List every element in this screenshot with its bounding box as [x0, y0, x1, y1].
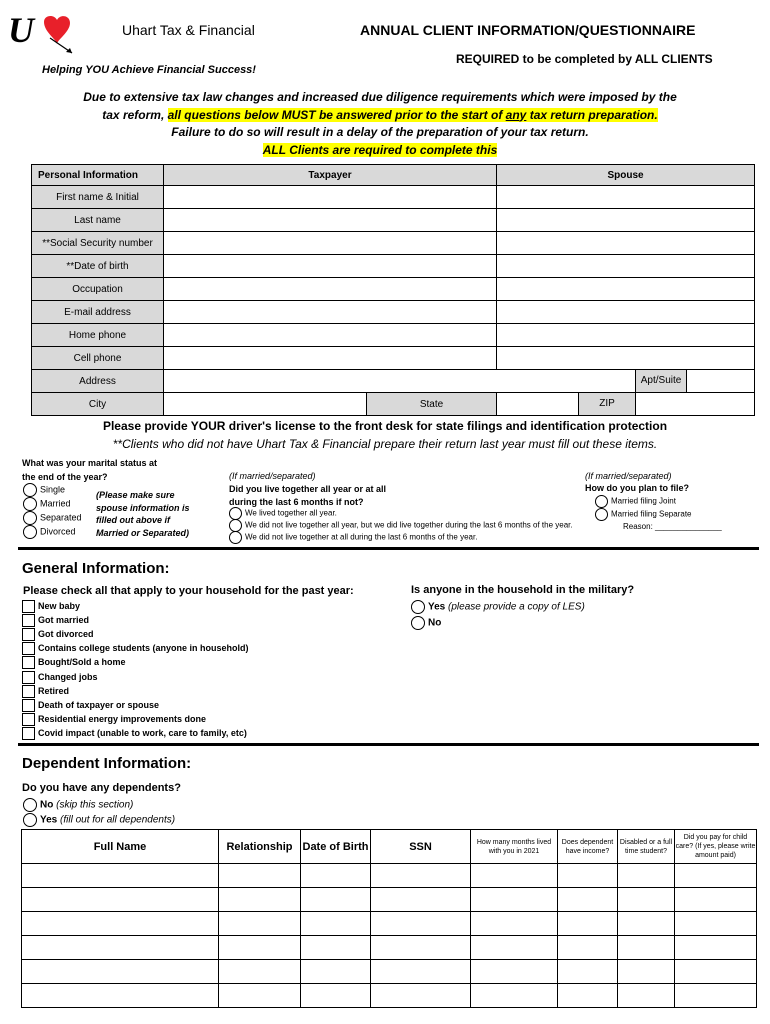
dependent-cell[interactable]: [22, 864, 219, 888]
checkbox-icon[interactable]: [22, 699, 35, 712]
radio-icon[interactable]: [23, 798, 37, 812]
together-option-last-6-months[interactable]: We did not live together all year, but we did live together during the last 6 months of the year.: [229, 519, 573, 532]
dependent-cell[interactable]: [219, 912, 301, 936]
household-checkbox-item[interactable]: [22, 600, 80, 613]
dependent-cell[interactable]: [618, 864, 675, 888]
household-question: Please check all that apply to your household for the past year:: [23, 585, 354, 597]
spouse-column-header: Spouse: [497, 165, 755, 186]
address-field[interactable]: [164, 370, 636, 393]
dependent-cell[interactable]: [22, 984, 219, 1008]
dependent-cell[interactable]: [558, 912, 618, 936]
taxpayer-first-name-field[interactable]: [164, 186, 497, 209]
heart-icon: [44, 16, 70, 44]
checkbox-icon[interactable]: [22, 614, 35, 627]
spouse-cell-phone-field[interactable]: [497, 347, 755, 370]
taxpayer-cell-phone-field[interactable]: [164, 347, 497, 370]
radio-icon[interactable]: [595, 495, 608, 508]
file-option-separate[interactable]: Married filing Separate: [595, 508, 691, 521]
household-checkbox-item[interactable]: [22, 699, 159, 712]
marital-option-single[interactable]: Single: [23, 483, 65, 497]
dependent-row: [22, 912, 757, 936]
spouse-occupation-field[interactable]: [497, 278, 755, 301]
marital-status-question: What was your marital status at the end of the year?: [22, 458, 158, 482]
zip-field[interactable]: [636, 393, 755, 416]
taxpayer-home-phone-field[interactable]: [164, 324, 497, 347]
dependent-cell[interactable]: [471, 912, 558, 936]
personal-info-title: Personal Information: [32, 165, 164, 186]
radio-icon[interactable]: [23, 497, 37, 511]
dependent-cell[interactable]: [371, 888, 471, 912]
dependent-cell[interactable]: [371, 912, 471, 936]
dependent-cell[interactable]: [301, 960, 371, 984]
row-label: **Social Security number: [32, 232, 164, 255]
section-divider: [18, 547, 759, 550]
dependent-cell[interactable]: [675, 864, 757, 888]
radio-icon[interactable]: [411, 616, 425, 630]
taxpayer-last-name-field[interactable]: [164, 209, 497, 232]
marital-option-married[interactable]: Married: [23, 497, 71, 511]
drivers-license-notice: Please provide YOUR driver's license to the front desk for state filings and identification protection: [102, 419, 668, 433]
checkbox-icon[interactable]: [22, 642, 35, 655]
dependent-cell[interactable]: [219, 888, 301, 912]
dependent-cell[interactable]: [371, 864, 471, 888]
dependent-cell[interactable]: [558, 936, 618, 960]
dependent-cell[interactable]: [471, 960, 558, 984]
spouse-ssn-field[interactable]: [497, 232, 755, 255]
address-label: Address: [32, 370, 164, 393]
spouse-first-name-field[interactable]: [497, 186, 755, 209]
dependent-cell[interactable]: [22, 960, 219, 984]
col-header-ssn: SSN: [371, 830, 471, 864]
file-question: How do you plan to file?: [585, 483, 689, 493]
household-checkbox-item[interactable]: [22, 713, 206, 726]
dependent-cell[interactable]: [558, 888, 618, 912]
household-checkbox-item[interactable]: [22, 685, 69, 698]
dependent-cell[interactable]: [371, 960, 471, 984]
col-header-months: How many months lived with you in 2021: [471, 830, 558, 864]
military-option-no[interactable]: No: [411, 616, 441, 630]
row-label: E-mail address: [32, 301, 164, 324]
household-item-label: Changed jobs: [38, 671, 98, 682]
apt-label: Apt/Suite: [636, 370, 687, 392]
household-item-label: Got married: [38, 614, 90, 625]
dependents-question: Do you have any dependents?: [22, 782, 181, 794]
dependent-cell[interactable]: [301, 864, 371, 888]
checkbox-icon[interactable]: [22, 656, 35, 669]
dependents-option-yes[interactable]: Yes (fill out for all dependents): [23, 813, 175, 827]
together-option-not-at-all[interactable]: We did not live together at all during the last 6 months of the year.: [229, 531, 477, 544]
radio-icon[interactable]: [595, 508, 608, 521]
intro-notice: Due to extensive tax law changes and increased due diligence requirements which were imposed by the tax reform, all questions below MUST be answered prior to the start of any tax return preparation. Failure to do so will result in a delay of the preparation of your tax return. ALL Clients are required to complete this: [83, 90, 677, 157]
dependent-cell[interactable]: [301, 888, 371, 912]
col-header-disabled-student: Disabled or a full time student?: [618, 830, 675, 864]
household-checkbox-item[interactable]: [22, 727, 247, 740]
dependent-cell[interactable]: [22, 936, 219, 960]
apt-cell[interactable]: [636, 370, 755, 393]
row-label: Home phone: [32, 324, 164, 347]
marital-option-divorced[interactable]: Divorced: [23, 525, 76, 539]
state-label: State: [367, 393, 497, 416]
together-condition: (If married/separated): [229, 471, 316, 481]
col-header-relationship: Relationship: [219, 830, 301, 864]
dependent-cell[interactable]: [22, 912, 219, 936]
spouse-last-name-field[interactable]: [497, 209, 755, 232]
dependent-cell[interactable]: [471, 984, 558, 1008]
dependents-option-no[interactable]: No (skip this section): [23, 798, 133, 812]
military-question: Is anyone in the household in the military?: [411, 584, 635, 596]
radio-icon[interactable]: [23, 511, 37, 525]
form-title: ANNUAL CLIENT INFORMATION/QUESTIONNAIRE: [360, 22, 696, 38]
dependent-cell[interactable]: [618, 960, 675, 984]
new-client-notice: **Clients who did not have Uhart Tax & Financial prepare their return last year must fill out these items.: [112, 437, 658, 451]
taxpayer-occupation-field[interactable]: [164, 278, 497, 301]
dependent-cell[interactable]: [675, 936, 757, 960]
taxpayer-ssn-field[interactable]: [164, 232, 497, 255]
household-item-label: Bought/Sold a home: [38, 657, 126, 668]
dependent-cell[interactable]: [558, 960, 618, 984]
dependent-cell[interactable]: [219, 864, 301, 888]
household-checkbox-item[interactable]: [22, 656, 126, 669]
household-item-label: Death of taxpayer or spouse: [38, 699, 160, 710]
reason-field[interactable]: Reason: _______________: [623, 522, 722, 531]
checkbox-icon[interactable]: [22, 713, 35, 726]
household-checkbox-item[interactable]: [22, 614, 89, 627]
taxpayer-column-header: Taxpayer: [164, 165, 497, 186]
marital-option-separated[interactable]: Separated: [23, 511, 82, 525]
taxpayer-email-field[interactable]: [164, 301, 497, 324]
row-label: First name & Initial: [32, 186, 164, 209]
col-header-full-name: Full Name: [22, 830, 219, 864]
together-option-all-year[interactable]: We lived together all year.: [229, 507, 337, 520]
spouse-dob-field[interactable]: [497, 255, 755, 278]
dependent-cell[interactable]: [371, 984, 471, 1008]
dependent-row: [22, 888, 757, 912]
general-info-title: General Information:: [22, 560, 170, 577]
required-note: REQUIRED to be completed by ALL CLIENTS: [456, 52, 713, 66]
dependent-cell[interactable]: [219, 960, 301, 984]
household-item-label: Got divorced: [38, 629, 94, 640]
radio-icon[interactable]: [229, 531, 242, 544]
household-item-label: Covid impact (unable to work, care to family, etc): [38, 727, 247, 738]
company-logo: [6, 8, 76, 56]
file-option-joint[interactable]: Married filing Joint: [595, 495, 676, 508]
city-field[interactable]: [164, 393, 367, 416]
military-option-yes[interactable]: Yes (please provide a copy of LES): [411, 600, 585, 614]
col-header-dob: Date of Birth: [301, 830, 371, 864]
zip-label: ZIP: [578, 393, 635, 415]
checkbox-icon[interactable]: [22, 685, 35, 698]
dependent-cell[interactable]: [675, 912, 757, 936]
radio-icon[interactable]: [411, 600, 425, 614]
spouse-home-phone-field[interactable]: [497, 324, 755, 347]
dependent-cell[interactable]: [219, 984, 301, 1008]
radio-icon[interactable]: [23, 483, 37, 497]
dependent-cell[interactable]: [618, 936, 675, 960]
radio-icon[interactable]: [23, 525, 37, 539]
dependent-cell[interactable]: [471, 936, 558, 960]
dependent-cell[interactable]: [301, 912, 371, 936]
dependent-row: [22, 864, 757, 888]
taxpayer-dob-field[interactable]: [164, 255, 497, 278]
svg-text:U: U: [8, 10, 34, 50]
checkbox-icon[interactable]: [22, 628, 35, 641]
dependent-cell[interactable]: [301, 984, 371, 1008]
city-label: City: [32, 393, 164, 416]
checkbox-icon[interactable]: [22, 600, 35, 613]
dependent-cell[interactable]: [22, 888, 219, 912]
household-item-label: Residential energy improvements done: [38, 713, 207, 724]
household-checkbox-item[interactable]: [22, 628, 94, 641]
state-field[interactable]: [497, 393, 636, 416]
dependent-cell[interactable]: [471, 864, 558, 888]
dependent-cell[interactable]: [618, 888, 675, 912]
household-item-label: Retired: [38, 685, 70, 696]
spouse-info-note: (Please make sure spouse information is filled out above if Married or Separated): [96, 490, 190, 538]
section-divider: [18, 743, 759, 746]
radio-icon[interactable]: [23, 813, 37, 827]
dependent-cell[interactable]: [618, 984, 675, 1008]
col-header-child-care: Did you pay for child care? (If yes, please write amount paid): [675, 830, 757, 864]
checkbox-icon[interactable]: [22, 671, 35, 684]
household-checkbox-item[interactable]: [22, 642, 249, 655]
dependent-cell[interactable]: [471, 888, 558, 912]
household-item-label: Contains college students (anyone in household): [38, 643, 249, 654]
col-header-income: Does dependent have income?: [558, 830, 618, 864]
company-name: Uhart Tax & Financial: [122, 22, 255, 38]
file-condition: (If married/separated): [585, 471, 672, 481]
row-label: **Date of birth: [32, 255, 164, 278]
dependent-cell[interactable]: [675, 888, 757, 912]
spouse-email-field[interactable]: [497, 301, 755, 324]
dependents-table: [21, 829, 757, 1008]
dependent-cell[interactable]: [675, 960, 757, 984]
dependent-cell[interactable]: [558, 984, 618, 1008]
row-label: Cell phone: [32, 347, 164, 370]
household-item-label: New baby: [38, 600, 81, 611]
personal-info-table: [31, 164, 755, 416]
household-checkbox-item[interactable]: [22, 671, 98, 684]
dependent-cell[interactable]: [618, 912, 675, 936]
dependent-cell[interactable]: [558, 864, 618, 888]
dependent-cell[interactable]: [371, 936, 471, 960]
row-label: Last name: [32, 209, 164, 232]
dependent-cell[interactable]: [675, 984, 757, 1008]
dependent-row: [22, 960, 757, 984]
dependent-cell[interactable]: [301, 936, 371, 960]
dependent-row: [22, 936, 757, 960]
dependent-row: [22, 984, 757, 1008]
together-question: Did you live together all year or at all during the last 6 months if not?: [229, 484, 387, 507]
row-label: Occupation: [32, 278, 164, 301]
checkbox-icon[interactable]: [22, 727, 35, 740]
dependent-info-title: Dependent Information:: [22, 755, 192, 772]
company-tagline: Helping YOU Achieve Financial Success!: [42, 64, 256, 76]
dependent-cell[interactable]: [219, 936, 301, 960]
